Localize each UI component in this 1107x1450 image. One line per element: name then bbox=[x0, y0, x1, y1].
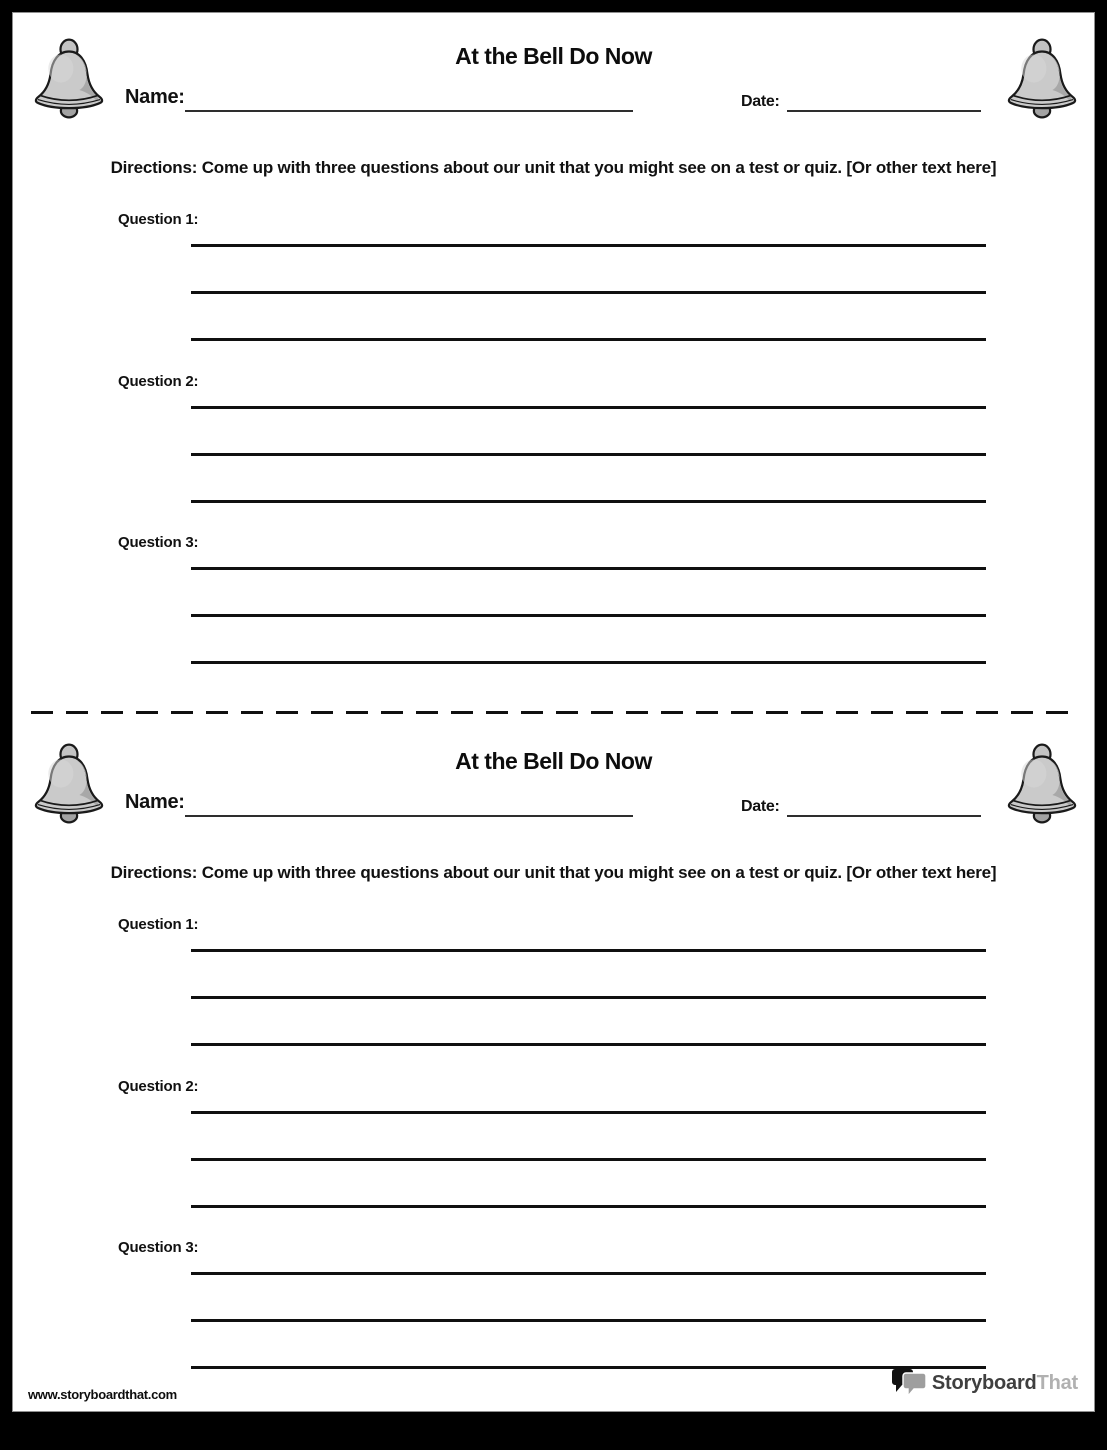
answer-line[interactable] bbox=[191, 1319, 986, 1322]
directions-text: Directions: Come up with three questions about our unit that you might see on a test or quiz. [Or other text here] bbox=[110, 863, 997, 882]
worksheet-section-2 bbox=[13, 718, 1094, 1378]
name-label: Name: bbox=[125, 791, 185, 813]
name-label: Name: bbox=[125, 86, 185, 108]
answer-line[interactable] bbox=[191, 614, 986, 617]
answer-line[interactable] bbox=[191, 1205, 986, 1208]
answer-line[interactable] bbox=[191, 406, 986, 409]
directions-text: Directions: Come up with three questions about our unit that you might see on a test or quiz. [Or other text here] bbox=[110, 158, 997, 177]
answer-line[interactable] bbox=[191, 1366, 986, 1369]
question-block-1 bbox=[13, 916, 1094, 1056]
answer-line[interactable] bbox=[191, 1158, 986, 1161]
answer-line[interactable] bbox=[191, 244, 986, 247]
answer-line[interactable] bbox=[191, 291, 986, 294]
logo-text-storyboard: Storyboard bbox=[931, 1372, 1037, 1394]
question-label: Question 2: bbox=[118, 1078, 199, 1095]
footer-url: www.storyboardthat.com bbox=[28, 1387, 177, 1402]
answer-line[interactable] bbox=[191, 500, 986, 503]
page-title: At the Bell Do Now bbox=[455, 748, 652, 774]
question-label: Question 3: bbox=[118, 1239, 199, 1256]
name-input-line[interactable] bbox=[185, 815, 633, 817]
question-block-2 bbox=[13, 1078, 1094, 1218]
worksheet-page bbox=[12, 12, 1095, 1412]
worksheet-section-1 bbox=[13, 13, 1094, 673]
speech-bubbles-icon bbox=[892, 1368, 927, 1399]
date-label: Date: bbox=[741, 93, 780, 110]
answer-line[interactable] bbox=[191, 338, 986, 341]
date-label: Date: bbox=[741, 798, 780, 815]
page-title: At the Bell Do Now bbox=[455, 43, 652, 69]
date-input-line[interactable] bbox=[787, 110, 981, 112]
answer-line[interactable] bbox=[191, 661, 986, 664]
logo-text bbox=[932, 1372, 1078, 1395]
question-label: Question 1: bbox=[118, 916, 199, 933]
name-input-line[interactable] bbox=[185, 110, 633, 112]
answer-line[interactable] bbox=[191, 1272, 986, 1275]
answer-line[interactable] bbox=[191, 1043, 986, 1046]
question-block-1 bbox=[13, 211, 1094, 351]
date-input-line[interactable] bbox=[787, 815, 981, 817]
question-label: Question 2: bbox=[118, 373, 199, 390]
storyboardthat-logo bbox=[892, 1368, 1078, 1399]
question-block-3 bbox=[13, 1239, 1094, 1379]
answer-line[interactable] bbox=[191, 567, 986, 570]
question-block-2 bbox=[13, 373, 1094, 513]
answer-line[interactable] bbox=[191, 1111, 986, 1114]
question-block-3 bbox=[13, 534, 1094, 674]
question-label: Question 3: bbox=[118, 534, 199, 551]
answer-line[interactable] bbox=[191, 453, 986, 456]
question-label: Question 1: bbox=[118, 211, 199, 228]
logo-text-that: That bbox=[1036, 1372, 1078, 1394]
cut-line-divider bbox=[31, 711, 1079, 714]
answer-line[interactable] bbox=[191, 996, 986, 999]
answer-line[interactable] bbox=[191, 949, 986, 952]
